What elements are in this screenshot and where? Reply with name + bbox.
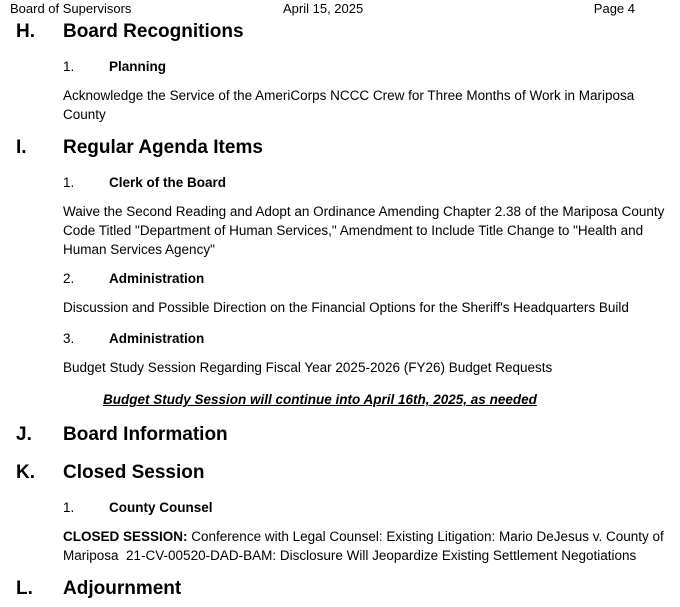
item-department: Administration: [109, 271, 205, 286]
item-department: County Counsel: [109, 500, 213, 515]
section-letter: I.: [16, 137, 27, 158]
item-description: Budget Study Session Regarding Fiscal Year 2025-2026 (FY26) Budget Requests: [63, 360, 553, 375]
closed-session-text: Conference with Legal Counsel: Existing Litigation: Mario DeJesus v. County of Mariposa 21-CV-00520-DAD-BAM: Disclosure Will Jeopardize Existing Settlement Negotiations: [63, 529, 668, 563]
item-department: Planning: [109, 59, 166, 74]
item-number: 1.: [63, 175, 75, 190]
item-department: Administration: [109, 331, 205, 346]
section-title: Board Recognitions: [63, 21, 244, 42]
header-page-number: Page 4: [593, 1, 635, 16]
budget-session-note: Budget Study Session will continue into April 16th, 2025, as needed: [103, 392, 537, 407]
item-description: Waive the Second Reading and Adopt an Ordinance Amending Chapter 2.38 of the Mariposa County Code Titled "Department of Human Services," Amendment to Include Title Change to "Health and Human Services Agency": [63, 204, 665, 257]
section-letter: H.: [16, 21, 35, 42]
section-letter: J.: [16, 424, 32, 445]
item-number: 1.: [63, 59, 75, 74]
section-title: Board Information: [63, 424, 228, 445]
item-description: [63, 527, 675, 565]
item-number: 2.: [63, 271, 75, 286]
item-description: Acknowledge the Service of the AmeriCorps NCCC Crew for Three Months of Work in Mariposa County: [63, 88, 635, 122]
header-board-name: Board of Supervisors: [10, 1, 132, 16]
closed-session-label: CLOSED SESSION:: [63, 529, 188, 544]
section-letter: K.: [16, 462, 35, 483]
section-letter: L.: [16, 578, 33, 599]
section-title: Closed Session: [63, 462, 205, 483]
section-title: Regular Agenda Items: [63, 137, 263, 158]
item-description: Discussion and Possible Direction on the Financial Options for the Sheriff's Headquarters Build: [63, 300, 629, 315]
item-department: Clerk of the Board: [109, 175, 227, 190]
header-date: April 15, 2025: [283, 1, 364, 16]
page-header: [10, 1, 635, 17]
item-number: 3.: [63, 331, 75, 346]
section-title: Adjournment: [63, 578, 182, 599]
item-number: 1.: [63, 500, 75, 515]
